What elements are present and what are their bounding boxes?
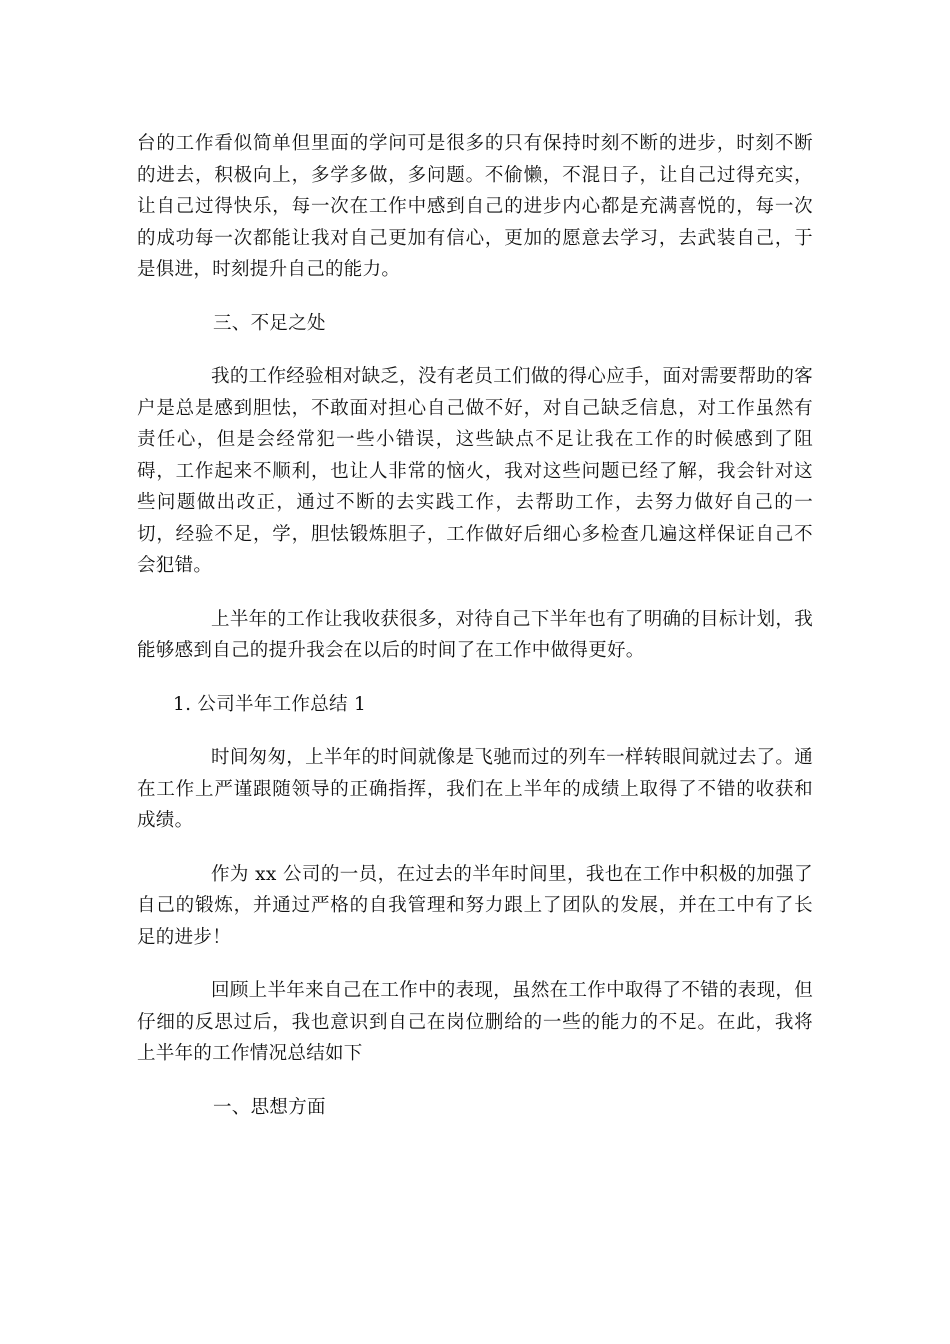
paragraph-continuation: 台的工作看似简单但里面的学问可是很多的只有保持时刻不断的进步，时刻不断的进去，积极向上，多学多做，多问题。不偷懒，不混日子，让自己过得充实，让自己过得快乐，每一次在工作中感到自己的进步内心都是充满喜悦的，每一次的成功每一次都能让我对自己更加有信心，更加的愿意去学习，去武装自己，于是俱进，时刻提升自己的能力。 — [137, 133, 813, 280]
paragraph-conclusion: 上半年的工作让我收获很多，对待自己下半年也有了明确的目标计划，我能够感到自己的提升我会在以后的时间了在工作中做得更好。 — [137, 608, 813, 661]
paragraph-company-member: 作为 xx 公司的一员，在过去的半年时间里，我也在工作中积极的加强了自己的锻炼，并通过严格的自我管理和努力跟上了团队的发展，并在工中有了长足的进步！ — [137, 863, 813, 948]
section-heading-shortcomings: 三、不足之处 — [213, 312, 326, 334]
paragraph-review: 回顾上半年来自己在工作中的表现，虽然在工作中取得了不错的表现，但仔细的反思过后，我也意识到自己在岗位删给的一些的能力的不足。在此，我将上半年的工作情况总结如下 — [137, 980, 813, 1064]
paragraph-intro: 时间匆匆，上半年的时间就像是飞驰而过的列车一样转眼间就过去了。通在工作上严谨跟随领导的正确指挥，我们在上半年的成绩上取得了不错的收获和成绩。 — [137, 747, 813, 831]
numbered-title: 1. 公司半年工作总结 1 — [173, 693, 367, 715]
document-page — [137, 128, 813, 1145]
paragraph-shortcomings: 我的工作经验相对缺乏，没有老员工们做的得心应手，面对需要帮助的客户是总是感到胆怯，不敢面对担心自己做不好，对自己缺乏信息，对工作虽然有责任心，但是会经常犯一些小错误，这些缺点不足让我在工作的时候感到了阻碍，工作起来不顺利，也让人非常的恼火，我对这些问题已经了解，我会针对这些问题做出改正，通过不断的去实践工作，去帮助工作，去努力做好自己的一切，经验不足，学，胆怯锻炼胆子，工作做好后细心多检查几遍这样保证自己不会犯错。 — [137, 366, 813, 576]
section-heading-thought: 一、思想方面 — [213, 1096, 326, 1118]
